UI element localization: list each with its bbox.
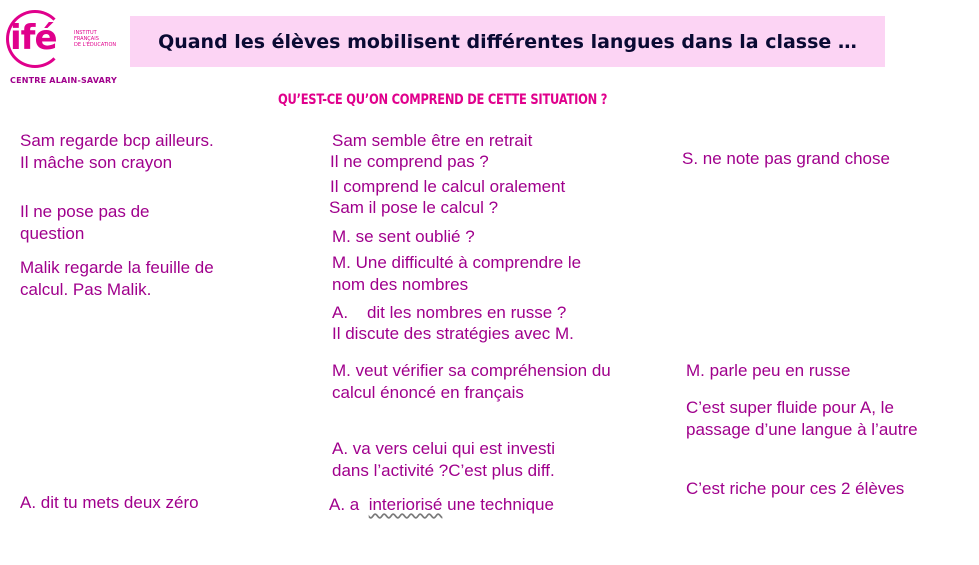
note-right-4: C’est riche pour ces 2 élèves bbox=[686, 479, 905, 498]
note-middle-9: M. veut vérifier sa compréhension du calcul énoncé en français bbox=[332, 361, 611, 402]
note-middle-10: A. va vers celui qui est investi dans l’activité ?C’est plus diff. bbox=[332, 439, 555, 480]
note-right-2: M. parle peu en russe bbox=[686, 361, 851, 380]
logo-subtext-line: INSTITUT bbox=[74, 30, 97, 36]
section-subtitle: QU’EST-CE QU’ON COMPREND DE CETTE SITUATION ? bbox=[278, 92, 608, 108]
note-middle-11-word: interiorisé bbox=[368, 495, 443, 514]
note-middle-6: M. Une difficulté à comprendre le nom des nombres bbox=[332, 253, 582, 294]
title-banner bbox=[130, 16, 885, 67]
ife-logo bbox=[4, 6, 122, 88]
note-middle-4: Sam il pose le calcul ? bbox=[329, 198, 499, 217]
logo-wordmark: ifé bbox=[10, 18, 57, 58]
note-middle-5: M. se sent oublié ? bbox=[332, 227, 475, 246]
note-right-1: S. ne note pas grand chose bbox=[682, 149, 890, 168]
note-left-2: Il ne pose pas de question bbox=[20, 202, 150, 243]
note-middle-8: Il discute des stratégies avec M. bbox=[332, 324, 574, 343]
note-middle-11-prefix: A. a bbox=[329, 495, 369, 514]
logo-subtext-line: FRANÇAIS bbox=[74, 36, 99, 42]
note-middle-1: Sam semble être en retrait bbox=[332, 131, 533, 150]
note-left-3: Malik regarde la feuille de calcul. Pas Malik. bbox=[20, 258, 214, 299]
note-left-4: A. dit tu mets deux zéro bbox=[20, 493, 199, 512]
note-middle-11 bbox=[329, 494, 554, 516]
logo-subtext bbox=[74, 30, 122, 48]
logo-subtext-line: DE L'ÉDUCATION bbox=[74, 42, 117, 48]
note-left-1: Sam regarde bcp ailleurs. Il mâche son crayon bbox=[20, 131, 214, 172]
note-right-3: C’est super fluide pour A, le passage d’une langue à l’autre bbox=[686, 398, 918, 439]
page-title: Quand les élèves mobilisent différentes langues dans la classe … bbox=[158, 30, 857, 53]
note-middle-2: Il ne comprend pas ? bbox=[330, 152, 489, 171]
note-middle-3: Il comprend le calcul oralement bbox=[330, 177, 566, 196]
note-middle-7: A. dit les nombres en russe ? bbox=[332, 303, 567, 322]
logo-caption: CENTRE ALAIN-SAVARY bbox=[10, 76, 117, 85]
note-middle-11-suffix: une technique bbox=[442, 495, 554, 514]
